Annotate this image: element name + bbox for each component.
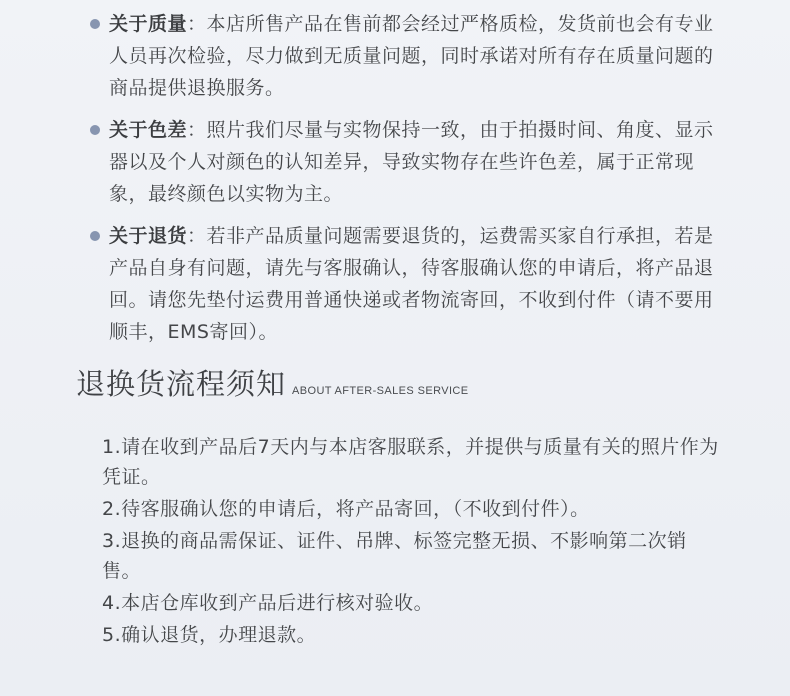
note-text: ：若非产品质量问题需要退货的，运费需买家自行承担，若是产品自身有问题，请先与客服确认，待客服确认您的申请后，将产品退回。请您先垫付运费用普通快递或者物流寄回，不收到付件（请不要用顺丰，EMS寄回）。 xyxy=(109,225,714,343)
note-quality xyxy=(88,8,728,104)
bullet-dot-icon xyxy=(90,19,100,29)
note-label: 关于色差 xyxy=(109,119,188,141)
note-text: ：照片我们尽量与实物保持一致，由于拍摄时间、角度、显示器以及个人对颜色的认知差异，导致实物存在些许色差，属于正常现象，最终颜色以实物为主。 xyxy=(109,119,714,205)
step-item: 2.待客服确认您的申请后，将产品寄回，（不收到付件）。 xyxy=(102,498,590,520)
note-returns xyxy=(88,220,728,348)
bullet-dot-icon xyxy=(90,125,100,135)
note-text: ：本店所售产品在售前都会经过严格质检，发货前也会有专业人员再次检验，尽力做到无质量问题，同时承诺对所有存在质量问题的商品提供退换服务。 xyxy=(109,13,714,99)
process-steps xyxy=(102,432,722,652)
note-label: 关于质量 xyxy=(109,13,188,35)
policy-notes xyxy=(88,8,728,358)
section-title: 退换货流程须知 xyxy=(76,367,287,401)
note-label: 关于退货 xyxy=(109,225,188,247)
step-item: 3.退换的商品需保证、证件、吊牌、标签完整无损、不影响第二次销售。 xyxy=(102,530,687,582)
section-subtitle: ABOUT AFTER-SALES SERVICE xyxy=(292,385,469,397)
bullet-dot-icon xyxy=(90,231,100,241)
step-item: 4.本店仓库收到产品后进行核对验收。 xyxy=(102,592,434,614)
section-header xyxy=(76,362,469,403)
note-color-difference xyxy=(88,114,728,210)
step-item: 5.确认退货，办理退款。 xyxy=(102,624,317,646)
step-item: 1.请在收到产品后7天内与本店客服联系，并提供与质量有关的照片作为凭证。 xyxy=(102,436,719,488)
